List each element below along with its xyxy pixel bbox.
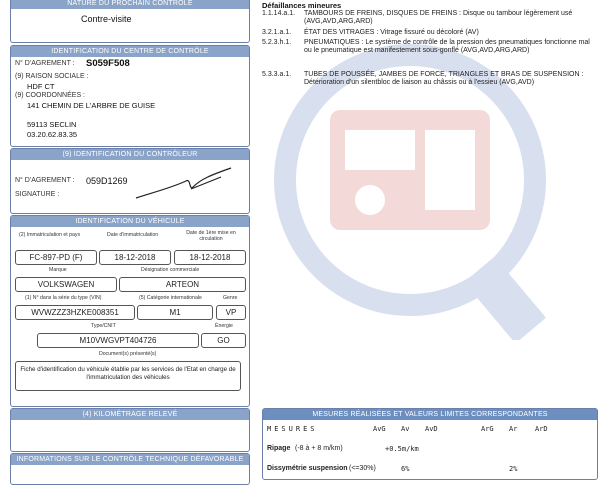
kilometrage-panel xyxy=(10,408,250,452)
col-ard: ArD xyxy=(535,425,548,433)
centre-coord-label: (9) COORDONNÉES : xyxy=(15,92,86,99)
mesures-panel xyxy=(262,408,598,480)
controleur-agrement-label: N° D'AGREMENT : xyxy=(15,177,75,184)
genre-value: VP xyxy=(216,305,246,320)
col-arg: ArG xyxy=(481,425,494,433)
date-circ-label: Date de 1ère mise en circulation xyxy=(186,230,236,242)
designation-label: Désignation commerciale xyxy=(141,267,200,273)
defaillances-title: Défaillances mineures xyxy=(262,1,342,10)
col-avd: AvD xyxy=(425,425,438,433)
ripage-value: +0.5m/km xyxy=(385,445,419,453)
mesures-header: MESURES RÉALISÉES ET VALEURS LIMITES CORRESPONDANTES xyxy=(263,409,597,420)
controleur-panel xyxy=(10,148,250,214)
kilometrage-header: (4) KILOMÉTRAGE RELEVÉ xyxy=(11,409,249,420)
designation-value: ARTEON xyxy=(119,277,246,292)
defaillance-code: 1.1.14.a.1. xyxy=(262,10,296,17)
next-control-header: NATURE DU PROCHAIN CONTRÔLE xyxy=(11,0,249,9)
vehicule-panel xyxy=(10,215,250,407)
centre-agrement-label: N° D'AGREMENT : xyxy=(15,60,75,67)
ripage-label: Ripage xyxy=(267,445,291,452)
controleur-header: (9) IDENTIFICATION DU CONTRÔLEUR xyxy=(11,149,249,160)
immat-label: (2) Immatriculation et pays xyxy=(19,232,81,238)
documents-label: Document(s) présenté(s) xyxy=(99,351,157,357)
centre-phone: 03.20.62.83.35 xyxy=(27,130,78,139)
defaillance-text: ÉTAT DES VITRAGES : Vitrage fissuré ou décoloré (AV) xyxy=(304,29,479,36)
defavorable-panel xyxy=(10,453,250,485)
dissymetrie-value: 6% xyxy=(401,465,410,473)
mesures-title: MESURES xyxy=(267,425,318,433)
col-avg: AvG xyxy=(373,425,386,433)
next-control-value: Contre-visite xyxy=(81,14,132,24)
ripage-limit: (-8 à + 8 m/km) xyxy=(295,445,343,452)
centre-agrement-value: S059F508 xyxy=(86,58,130,69)
type-label: Type/CNIT xyxy=(91,323,116,329)
defaillance-text: TAMBOURS DE FREINS, DISQUES DE FREINS : Disque ou tambour légèrement usé (AVG,AVD,ARG,ARD) xyxy=(304,10,573,26)
centre-address-line1: 141 CHEMIN DE L'ARBRE DE GUISE xyxy=(27,101,156,110)
type-value: M10VWGVPT404726 xyxy=(37,333,199,348)
marque-value: VOLKSWAGEN xyxy=(15,277,117,292)
centre-address-line2: 59113 SECLIN xyxy=(27,120,77,129)
col-av: Av xyxy=(401,425,410,433)
next-control-panel xyxy=(10,0,250,43)
energie-value: GO xyxy=(201,333,246,348)
energie-label: Énergie xyxy=(215,323,233,329)
centre-header: IDENTIFICATION DU CENTRE DE CONTRÔLE xyxy=(11,46,249,57)
centre-raison-value: HDF CT xyxy=(27,82,55,91)
centre-raison-label: (9) RAISON SOCIALE : xyxy=(15,73,89,80)
centre-panel xyxy=(10,45,250,147)
controleur-signature-label: SIGNATURE : xyxy=(15,191,60,198)
dissymetrie-limit: (<=30%) xyxy=(349,465,376,472)
vin-value: WVWZZZ3HZKE008351 xyxy=(15,305,135,320)
categorie-value: M1 xyxy=(137,305,213,320)
defaillance-code: 5.3.3.a.1. xyxy=(262,71,292,78)
col-ar: Ar xyxy=(509,425,518,433)
dissymetrie-label: Dissymétrie suspension xyxy=(267,465,348,472)
defavorable-header: INFORMATIONS SUR LE CONTRÔLE TECHNIQUE DÉFAVORABLE xyxy=(11,454,249,465)
defaillance-code: 3.2.1.a.1. xyxy=(262,29,292,36)
vin-label: (1) N° dans la série du type (VIN) xyxy=(25,295,102,301)
defaillance-text: PNEUMATIQUES : Le système de contrôle de la pression des pneumatiques fonctionne mal ou le pneumatique est manifestement sous-gonflé (AVG,AVD,ARG,ARD) xyxy=(304,39,590,55)
date-circ-value: 18-12-2018 xyxy=(174,250,246,265)
date-immat-label: Date d'immatriculation xyxy=(107,232,159,238)
date-immat-value: 18-12-2018 xyxy=(99,250,171,265)
controleur-agrement-value: 059D1269 xyxy=(86,176,128,186)
genre-label: Genre xyxy=(223,295,238,301)
immat-value: FC-897-PD (F) xyxy=(15,250,97,265)
documents-value: Fiche d'identification du véhicule établie par les services de l'Etat en charge de l'immatriculation des véhicules xyxy=(15,361,241,391)
vehicule-header: IDENTIFICATION DU VÉHICULE xyxy=(11,216,249,227)
dissymetrie-value-rear: 2% xyxy=(509,465,518,473)
defaillance-code: 5.2.3.h.1. xyxy=(262,39,292,46)
signature-icon xyxy=(131,163,241,203)
defaillance-text: TUBES DE POUSSÉE, JAMBES DE FORCE, TRIANGLES ET BRAS DE SUSPENSION : Détérioration d'un silentbloc de liaison au châssis ou à l'essieu (AVG,AVD) xyxy=(304,71,584,87)
categorie-label: (5) Catégorie internationale xyxy=(139,295,202,301)
marque-label: Marque xyxy=(49,267,67,273)
